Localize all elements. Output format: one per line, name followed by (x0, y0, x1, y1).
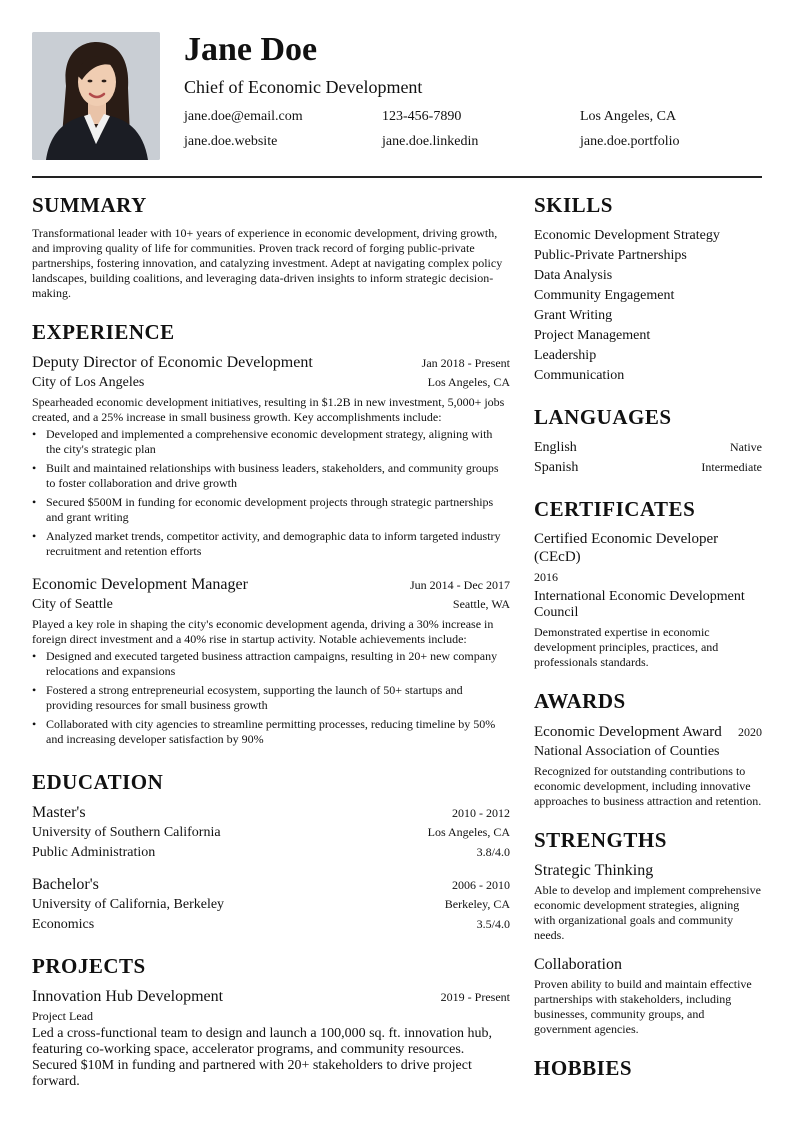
summary-text: Transformational leader with 10+ years of experience in economic development, driving growth, and improving quality of life for communities. Proven track record of forging public-private partnerships, fostering innovation, and catalyzing investment. Adept at navigating complex policy landscapes, building coalitions, and leveraging data-driven insights to inform strategic decision-making. (32, 226, 503, 300)
job-organization: City of Seattle (32, 597, 113, 612)
strengths-section (534, 827, 762, 1037)
awards-section (534, 688, 762, 809)
contact-portfolio[interactable]: jane.doe.portfolio (580, 134, 680, 149)
candidate-title: Chief of Economic Development (184, 77, 423, 97)
skill-item: Leadership (534, 348, 597, 363)
certificate-issuer: International Economic Development Council (534, 589, 745, 620)
skills-heading: SKILLS (534, 193, 613, 217)
job-location: Los Angeles, CA (427, 375, 510, 389)
job-entry (32, 353, 510, 559)
certificates-heading: CERTIFICATES (534, 497, 696, 521)
job-bullet: • Built and maintained relationships with business leaders, stakeholders, and community groups to foster collaboration and drive growth (32, 461, 510, 491)
contact-location: Los Angeles, CA (580, 109, 677, 124)
main-column (32, 192, 510, 1090)
award-name: Economic Development Award (534, 724, 722, 740)
language-level: Intermediate (701, 460, 762, 474)
skill-item: Public-Private Partnerships (534, 248, 687, 263)
job-bullets (32, 649, 510, 747)
gpa: 3.5/4.0 (476, 917, 510, 931)
experience-section (32, 319, 510, 747)
language-name: English (534, 440, 577, 455)
projects-heading: PROJECTS (32, 954, 146, 978)
school-location: Los Angeles, CA (427, 825, 510, 839)
job-location: Seattle, WA (452, 597, 510, 611)
skill-item: Grant Writing (534, 308, 613, 323)
school: University of California, Berkeley (32, 897, 225, 912)
award-year: 2020 (738, 725, 762, 739)
projects-section (32, 953, 510, 1090)
job-bullet: • Analyzed market trends, competitor activity, and demographic data to inform targeted industry recruitment and retention efforts (32, 529, 510, 559)
job-title: Deputy Director of Economic Development (32, 354, 313, 371)
language-name: Spanish (534, 460, 579, 475)
contact-linkedin[interactable]: jane.doe.linkedin (382, 134, 479, 149)
field-of-study: Economics (32, 917, 95, 932)
skill-item: Data Analysis (534, 268, 613, 283)
job-dates: Jan 2018 - Present (421, 356, 510, 370)
contact-website[interactable]: jane.doe.website (184, 134, 278, 149)
field-of-study: Public Administration (32, 845, 156, 860)
project-name: Innovation Hub Development (32, 988, 224, 1005)
candidate-name: Jane Doe (184, 31, 318, 68)
summary-section (32, 192, 510, 301)
profile-photo (32, 32, 160, 160)
job-title: Economic Development Manager (32, 576, 248, 593)
job-bullet: • Collaborated with city agencies to streamline permitting processes, reducing timeline by 50% and increasing developer satisfaction by 90% (32, 717, 510, 747)
project-dates: 2019 - Present (440, 990, 510, 1004)
education-entry (32, 803, 510, 863)
degree: Master's (32, 804, 86, 821)
job-organization: City of Los Angeles (32, 375, 145, 390)
degree: Bachelor's (32, 876, 99, 893)
gpa: 3.8/4.0 (476, 845, 510, 859)
side-column (534, 192, 762, 1089)
summary-heading: SUMMARY (32, 193, 147, 217)
job-bullets (32, 427, 510, 559)
job-dates: Jun 2014 - Dec 2017 (410, 578, 510, 592)
portrait-illustration (32, 32, 160, 160)
language-level: Native (730, 440, 762, 454)
languages-section (534, 404, 762, 478)
education-dates: 2006 - 2010 (452, 878, 510, 892)
school-location: Berkeley, CA (444, 897, 510, 911)
skills-section (534, 192, 762, 386)
job-bullet: • Developed and implemented a comprehensive economic development strategy, aligning with the city's strategic plan (32, 427, 510, 457)
skill-item: Communication (534, 368, 625, 383)
education-section (32, 769, 510, 935)
certificate-name: Certified Economic Developer (CEcD) (534, 531, 719, 565)
strengths-heading: STRENGTHS (534, 828, 667, 852)
award-description: Recognized for outstanding contributions to economic development, including innovative approaches to business attraction and retention. (534, 764, 762, 808)
awards-heading: AWARDS (534, 689, 626, 713)
education-dates: 2010 - 2012 (452, 806, 510, 820)
award-issuer: National Association of Counties (534, 744, 720, 759)
strength-description: Proven ability to build and maintain effective partnerships with stakeholders, including businesses, community groups, and government agencies. (534, 977, 752, 1036)
hobbies-section (534, 1055, 762, 1081)
job-bullet: • Fostered a strong entrepreneurial ecosystem, supporting the launch of 50+ startups and providing resources for small business growth (32, 683, 510, 713)
certificate-year: 2016 (534, 570, 558, 584)
certificates-section (534, 496, 762, 670)
languages-heading: LANGUAGES (534, 405, 672, 429)
experience-heading: EXPERIENCE (32, 320, 175, 344)
hobbies-heading: HOBBIES (534, 1056, 633, 1080)
project-description: Led a cross-functional team to design and launch a 100,000 sq. ft. innovation hub, featuring co-working space, accelerator programs, and community resources. Secured $10M in funding and partnered with 20+ stakeholders to drive project forward. (32, 1026, 492, 1089)
job-summary: Spearheaded economic development initiatives, resulting in $1.2B in new investment, 5,000+ jobs created, and a 25% increase in small business growth. Key accomplishments include: (32, 395, 505, 424)
project-role: Project Lead (32, 1009, 93, 1023)
strength-name: Strategic Thinking (534, 862, 654, 879)
resume-header (32, 32, 762, 160)
strength-name: Collaboration (534, 956, 622, 973)
education-entry (32, 875, 510, 935)
job-summary: Played a key role in shaping the city's economic development agenda, driving a 30% increase in foreign direct investment and a 40% rise in startup activity. Notable achievements include: (32, 617, 494, 646)
skill-item: Economic Development Strategy (534, 228, 720, 243)
job-bullet: • Secured $500M in funding for economic development projects through strategic partnerships and grant writing (32, 495, 510, 525)
header-divider (32, 176, 762, 178)
job-bullet: • Designed and executed targeted business attraction campaigns, resulting in 20+ new company relocations and expansions (32, 649, 510, 679)
skill-item: Project Management (534, 328, 651, 343)
education-heading: EDUCATION (32, 770, 164, 794)
certificate-description: Demonstrated expertise in economic development principles, practices, and professionals standards. (534, 625, 719, 669)
job-entry (32, 575, 510, 747)
contact-phone[interactable]: 123-456-7890 (382, 109, 462, 124)
strength-description: Able to develop and implement comprehensive economic development strategies, aligning with organizational goals and community needs. (534, 883, 761, 942)
school: University of Southern California (32, 825, 221, 840)
contact-email[interactable]: jane.doe@email.com (184, 109, 303, 124)
skill-item: Community Engagement (534, 288, 675, 303)
project-entry (32, 987, 510, 1090)
